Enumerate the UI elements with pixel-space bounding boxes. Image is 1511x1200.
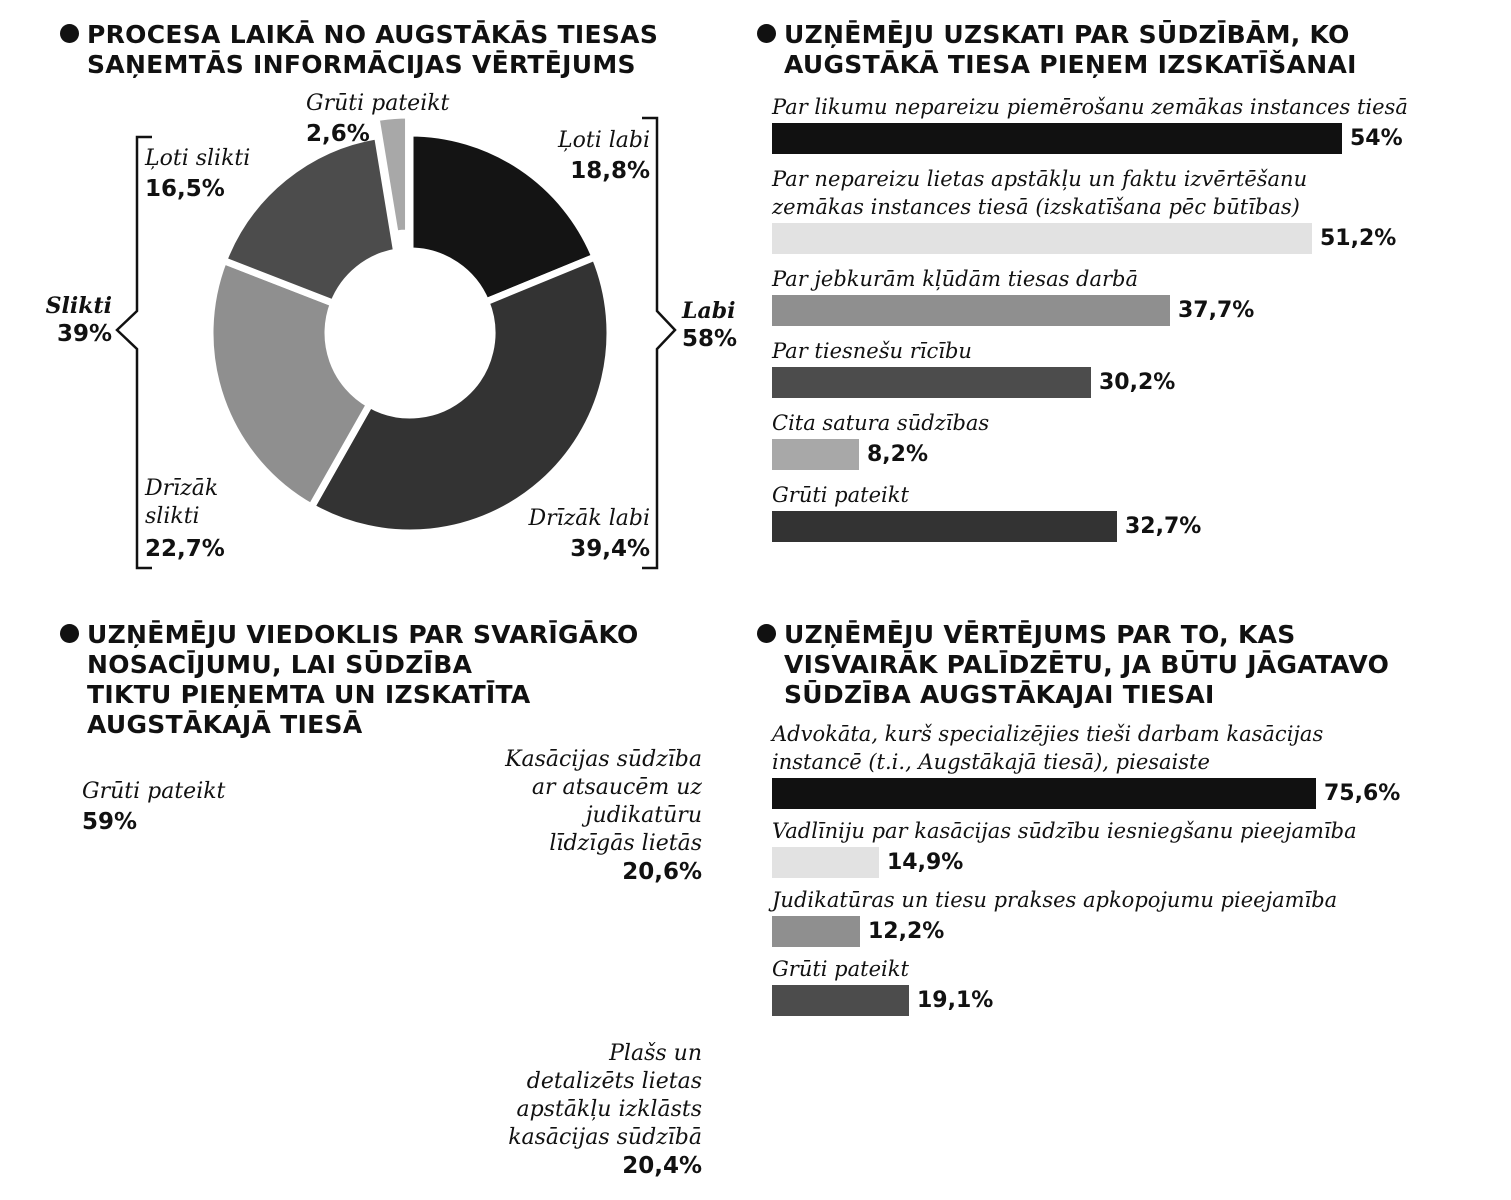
slice-value: 20,4%	[622, 1153, 702, 1179]
chart1-title-line: PROCESA LAIKĀ NO AUGSTĀKĀS TIESAS	[87, 20, 659, 49]
bar-label: Par jebkurām kļūdām tiesas darbā	[772, 267, 1139, 291]
slice-label: Ļoti slikti	[145, 146, 251, 171]
group-total-value: 58%	[682, 326, 738, 352]
bar-value-label: 8,2%	[867, 442, 929, 467]
bar-label: Grūti pateikt	[772, 483, 909, 507]
slice-label: judikatūru	[585, 803, 702, 828]
chart2-title-line: UZŅĒMĒJU UZSKATI PAR SŪDZĪBĀM, KO	[784, 20, 1350, 49]
group-total-label: Slikti	[45, 293, 112, 319]
bar-label: Vadlīniju par kasācijas sūdzību iesniegšanu pieejamība	[772, 819, 1357, 843]
chart3-title-line: TIKTU PIEŅEMTA UN IZSKATĪTA	[87, 680, 531, 709]
chart3-title	[60, 620, 639, 740]
bar-label: Par nepareizu lietas apstākļu un faktu izvērtēšanu	[772, 167, 1308, 191]
bar-value-label: 51,2%	[1320, 226, 1397, 251]
slice-value: 22,7%	[145, 536, 225, 562]
slice-label: kasācijas sūdzībā	[508, 1125, 702, 1150]
bullet-icon	[757, 24, 776, 43]
chart4-title-line: UZŅĒMĒJU VĒRTĒJUMS PAR TO, KAS	[784, 620, 1296, 649]
bar	[772, 778, 1316, 809]
group-total-label: Labi	[682, 298, 736, 324]
bar	[772, 367, 1091, 398]
slice-label: Kasācijas sūdzība	[505, 747, 702, 772]
slice-annotation	[440, 746, 702, 886]
slice-label: Ļoti labi	[558, 128, 650, 153]
bar	[772, 223, 1312, 254]
slice-value: 2,6%	[306, 121, 370, 147]
slice-label: Drīzāk slikti	[145, 476, 219, 529]
bar-value-label: 12,2%	[868, 919, 945, 944]
group-total-value: 39%	[56, 321, 112, 347]
bar-value-label: 54%	[1350, 126, 1403, 151]
bar-value-label: 37,7%	[1178, 298, 1255, 323]
slice-value: 18,8%	[570, 158, 650, 184]
bar-value-label: 75,6%	[1324, 781, 1401, 806]
bar	[772, 847, 879, 878]
bar-label: instancē (t.i., Augstākajā tiesā), piesaiste	[772, 750, 1210, 774]
bar-label: zemākas instances tiesā (izskatīšana pēc būtības)	[772, 195, 1300, 219]
chart3-title-line: NOSACĪJUMU, LAI SŪDZĪBA	[87, 650, 473, 679]
slice-value: 59%	[82, 809, 138, 835]
chart4-title	[757, 620, 1389, 710]
chart4-title-line: VISVAIRĀK PALĪDZĒTU, JA BŪTU JĀGATAVO	[784, 650, 1390, 679]
bar-value-label: 14,9%	[887, 850, 964, 875]
slice-value: 16,5%	[145, 176, 225, 202]
bar	[772, 511, 1117, 542]
slice-label: Drīzāk labi	[528, 506, 650, 531]
bar	[772, 295, 1170, 326]
bar	[772, 985, 909, 1016]
chart2-title-line: AUGSTĀKĀ TIESA PIEŅEM IZSKATĪŠANAI	[784, 50, 1357, 79]
slice-label: Grūti pateikt	[82, 779, 226, 804]
bullet-icon	[60, 624, 79, 643]
bar-value-label: 30,2%	[1099, 370, 1176, 395]
bracket-right-icon	[642, 118, 675, 568]
bar-label: Advokāta, kurš specializējies tieši darbam kasācijas	[772, 722, 1324, 746]
group-total-labi	[682, 297, 737, 353]
bar-label: Cita satura sūdzības	[772, 411, 990, 435]
bar-value-label: 32,7%	[1125, 514, 1202, 539]
chart1-title-line: SAŅEMTĀS INFORMĀCIJAS VĒRTĒJUMS	[87, 50, 636, 79]
chart3-title-line: UZŅĒMĒJU VIEDOKLIS PAR SVARĪGĀKO	[87, 620, 639, 649]
slice-label: līdzīgās lietās	[549, 831, 702, 856]
slice-annotation	[440, 1040, 702, 1180]
chart4-title-line: SŪDZĪBA AUGSTĀKAJAI TIESAI	[784, 680, 1215, 709]
bar	[772, 439, 859, 470]
slice-value: 20,6%	[622, 859, 702, 885]
slice-label: ar atsaucēm uz	[531, 775, 702, 800]
bar	[772, 916, 860, 947]
chart2-title	[757, 20, 1357, 80]
bar-label: Judikatūras un tiesu prakses apkopojumu pieejamība	[772, 888, 1338, 912]
bar-label: Par tiesnešu rīcību	[772, 339, 972, 363]
slice-label: detalizēts lietas	[526, 1069, 702, 1094]
bar-label: Par likumu nepareizu piemērošanu zemākas instances tiesā	[772, 95, 1408, 119]
chart3-title-line: AUGSTĀKAJĀ TIESĀ	[87, 710, 363, 739]
slice-label: apstākļu izklāsts	[516, 1097, 702, 1122]
group-total-slikti	[20, 292, 112, 348]
bar-label: Grūti pateikt	[772, 957, 909, 981]
slice-label: Grūti pateikt	[306, 91, 450, 116]
bar	[772, 123, 1342, 154]
bullet-icon	[757, 624, 776, 643]
slice-value: 39,4%	[570, 536, 650, 562]
slice-label: Plašs un	[609, 1041, 702, 1066]
bar-value-label: 19,1%	[917, 988, 994, 1013]
